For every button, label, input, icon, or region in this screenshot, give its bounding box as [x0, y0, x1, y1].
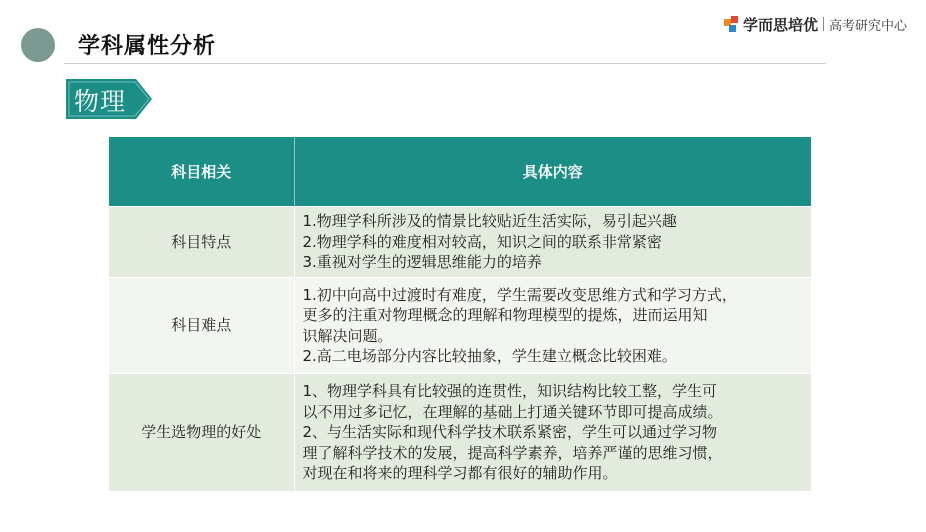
content-line: 1.物理学科所涉及的情景比较贴近生活实际，易引起兴趣	[302, 212, 677, 231]
page-title: 学科属性分析	[78, 34, 217, 59]
row-label: 学生选物理的好处	[109, 374, 294, 491]
row-content	[294, 278, 811, 374]
content-line: 1、物理学科具有比较强的连贯性，知识结构比较工整，学生可	[302, 382, 718, 400]
content-line: 对现在和将来的理科学习都有很好的辅助作用。	[302, 464, 618, 482]
title-divider	[64, 63, 826, 64]
subject-label: 物理	[74, 87, 127, 116]
row-label: 科目特点	[109, 207, 294, 278]
logo-main-text: 学而思培优	[743, 15, 819, 34]
column-header: 科目相关	[109, 137, 294, 207]
content-line: 更多的注重对物理概念的理解和物理模型的提炼，进而运用知	[302, 306, 708, 324]
decorative-circle	[21, 28, 55, 62]
subject-analysis-table	[109, 137, 812, 491]
logo-sub-text: 高考研究中心	[829, 18, 908, 34]
logo-separator	[823, 17, 824, 31]
table-header-row	[109, 137, 811, 207]
content-line: 2.高二电场部分内容比较抽象，学生建立概念比较困难。	[302, 347, 677, 365]
table-row	[109, 374, 811, 491]
content-line: 理了解科学技术的发展，提高科学素养，培养严谨的思维习惯，	[302, 443, 723, 462]
row-label: 科目难点	[109, 278, 294, 374]
brand-logo	[724, 12, 907, 36]
content-line: 2、与生活实际和现代科学技术联系紧密，学生可以通过学习物	[302, 423, 718, 441]
column-header: 具体内容	[294, 137, 811, 207]
row-content	[294, 374, 811, 491]
logo-mark-icon	[724, 16, 740, 32]
table-row	[109, 278, 811, 374]
subject-tag	[66, 79, 152, 119]
content-line: 2.物理学科的难度相对较高，知识之间的联系非常紧密	[302, 232, 662, 251]
content-line: 以不用过多记忆，在理解的基础上打通关键环节即可提高成绩。	[302, 402, 723, 421]
table-row	[109, 207, 811, 278]
row-content	[294, 207, 811, 278]
content-line: 1.初中向高中过渡时有难度，学生需要改变思维方式和学习方式，	[302, 285, 737, 304]
content-line: 识解决问题。	[302, 326, 393, 345]
content-line: 3.重视对学生的逻辑思维能力的培养	[302, 253, 542, 272]
